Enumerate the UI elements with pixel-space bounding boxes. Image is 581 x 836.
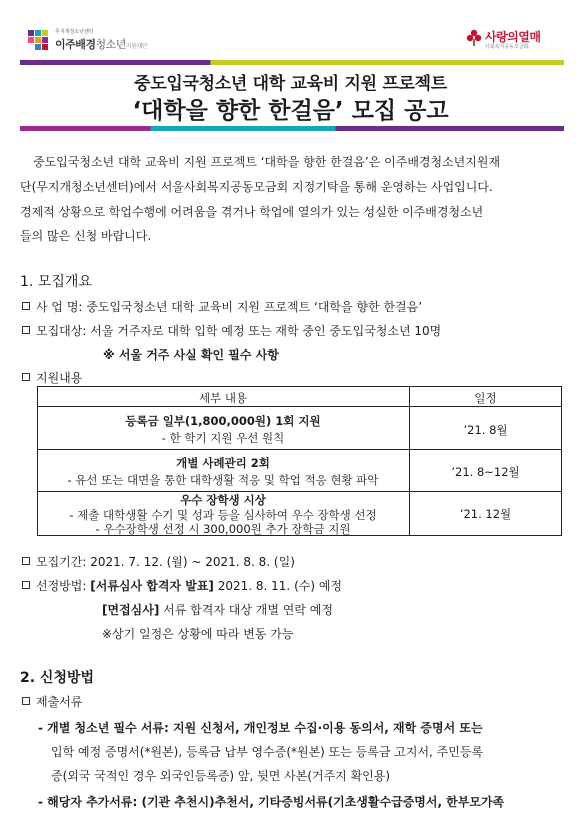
title-line-2: ‘대학을 향한 한걸음’ 모집 공고	[132, 98, 449, 124]
table-header-detail: 세부 내용	[198, 391, 248, 405]
docs-item-2-line-1-text: - 해당자 추가서류: (기관 추천시)추천서, 기타증빙서류(기초생활수급증명서, 한부모가족	[38, 795, 505, 809]
target-value: 서울 거주자로 대학 입학 예정 또는 재학 중인 중도입국청소년 10명	[90, 324, 442, 338]
method-note: ※상기 일정은 상황에 따라 변동 가능	[102, 627, 294, 641]
table-row-1-schedule: ’21. 8월	[463, 423, 508, 437]
section1-heading: 1. 모집개요	[20, 274, 92, 290]
bullet-square-icon	[22, 373, 30, 381]
bullet-square-icon	[22, 326, 30, 334]
mosaic-logo-icon	[28, 30, 50, 52]
logo-name-tiny: 지원재단	[125, 43, 148, 50]
table-row-2-desc: - 유선 또는 대면을 통한 대학생활 적응 및 학업 적응 현황 파악	[67, 473, 379, 487]
method-interview-bold: [면접심사]	[102, 603, 160, 617]
logo-subtitle: 무지개청소년센터	[55, 29, 94, 35]
method-doc-value: 2021. 8. 11. (수) 예정	[217, 579, 343, 593]
support-table	[37, 386, 562, 536]
project-name-row	[22, 298, 422, 315]
target-note: ※ 서울 거주 사실 확인 필수 사항	[103, 348, 279, 362]
docs-item-1-line-1	[38, 719, 483, 736]
intro-line-1: 중도입국청소년 대학 교육비 지원 프로젝트 ‘대학을 향한 한걸음’은 이주배경청소년지원재	[33, 155, 501, 169]
table-row-3-title: 우수 장학생 시상	[180, 493, 266, 507]
target-row	[22, 322, 441, 339]
logo-right-sub: 사회복지공동모금회	[485, 44, 529, 50]
logo-name-bold: 이주배경	[55, 38, 96, 51]
bullet-square-icon	[22, 697, 30, 705]
table-row-2-title: 개별 사례관리 2회	[176, 456, 270, 470]
logo-name	[55, 36, 147, 52]
title-line-1: 중도입국청소년 대학 교육비 지원 프로젝트	[134, 74, 447, 94]
table-row-3-desc-1: - 제출 대학생활 수기 및 성과 등을 심사하여 우수 장학생 선정	[69, 508, 377, 522]
target-label: 모집대상:	[36, 324, 87, 338]
intro-line-2: 단(무지개청소년센터)에서 서울사회복지공동모금회 지정기탁을 통해 운영하는 사업입니다.	[20, 180, 493, 194]
docs-item-1-line-3: 증(외국 국적인 경우 외국인등록증) 앞, 뒷면 사본(거주지 확인용)	[51, 769, 391, 783]
section2-heading: 2. 신청방법	[20, 670, 95, 686]
method-doc-bold: [서류심사 합격자 발표]	[90, 579, 214, 593]
bullet-square-icon	[22, 581, 30, 589]
fruit-logo-icon	[466, 29, 482, 47]
support-label: 지원내용	[36, 371, 83, 385]
method-interview-row	[102, 601, 333, 618]
project-value: 중도입국청소년 대학 교육비 지원 프로젝트 ‘대학을 향한 한걸음’	[86, 300, 423, 314]
project-label: 사 업 명:	[36, 300, 83, 314]
intro-line-3: 경제적 상황으로 학업수행에 어려움을 겪거나 학업에 열의가 있는 성실한 이주배경청소년	[20, 205, 484, 219]
community-chest-logo	[466, 27, 566, 53]
support-row	[22, 369, 82, 386]
logo-name-light: 청소년	[95, 38, 126, 51]
method-row	[22, 577, 342, 594]
bullet-square-icon	[22, 557, 30, 565]
bullet-square-icon	[22, 302, 30, 310]
docs-row	[22, 693, 82, 710]
period-value: 2021. 7. 12. (월) ~ 2021. 8. 8. (일)	[90, 555, 295, 569]
docs-item-2-line-1	[38, 793, 504, 810]
method-label: 선정방법:	[36, 579, 87, 593]
table-header-schedule: 일정	[474, 391, 497, 405]
foundation-logo	[28, 26, 188, 54]
period-label: 모집기간:	[36, 555, 87, 569]
logo-right-name: 사랑의열매	[485, 30, 541, 44]
period-row	[22, 553, 295, 570]
method-interview-value: 서류 합격자 대상 개별 연락 예정	[163, 603, 333, 617]
intro-line-4: 들의 많은 신청 바랍니다.	[20, 229, 152, 243]
docs-item-1-line-2: 입학 예정 증명서(*원본), 등록금 납부 영수증(*원본) 또는 등록금 고지서, 주민등록	[51, 745, 484, 759]
docs-label: 제출서류	[36, 695, 83, 709]
table-row-1-desc: - 한 학기 지원 우선 원칙	[161, 431, 285, 445]
table-row-2-schedule: ’21. 8~12월	[451, 465, 520, 479]
docs-item-1-line-1-text: - 개별 청소년 필수 서류: 지원 신청서, 개인정보 수집·이용 동의서, 재학 증명서 또는	[38, 721, 483, 735]
table-row-1-title: 등록금 일부(1,800,000원) 1회 지원	[125, 414, 321, 428]
top-color-band	[20, 60, 564, 65]
table-row-3-desc-2: - 우수장학생 선정 시 300,000원 추가 장학금 지원	[95, 522, 351, 536]
table-row-3-schedule: ’21. 12월	[459, 507, 512, 521]
bottom-color-band	[20, 126, 564, 131]
